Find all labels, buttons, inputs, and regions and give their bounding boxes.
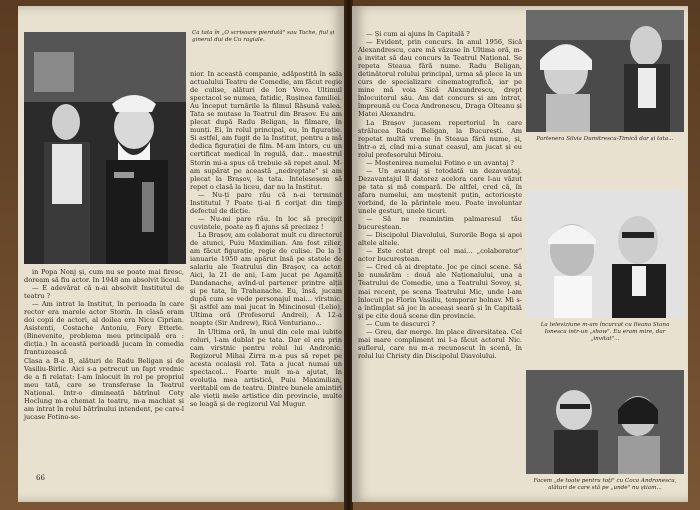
paragraph: — Cum te descurci ? bbox=[366, 319, 436, 328]
caption-3: Facem „de toate pentru toți" cu Coca Andronescu, alături de care stă pe „unde" nu știam... bbox=[533, 478, 677, 491]
paragraph: — Cred că ai dreptate. Joc pe cinci scene. Să le numărăm : două ale Naționalului, una a Teatrului de Comedie, una a Teatrului Sovoy, și, mai recent, pe scena Teatrului Mic, unde l-am înlocuit pe Florin Vasiliu, temporar bolnav. Mi s-a întîmplat să joc în aceeași seară și în Capitală și pe cite două scene din provincie. bbox=[358, 263, 522, 320]
paragraph: — Și cum ai ajuns în Capitală ? bbox=[366, 30, 470, 38]
paragraph: — Să ne reamintim palmaresul tău bucureștean. bbox=[358, 215, 522, 232]
caption-1: Partenera Silvia Dumitrescu-Timică dar și tata... bbox=[536, 136, 674, 142]
left-column-1 bbox=[24, 268, 184, 421]
paragraph: in Popa Nonj și, cum nu se poate mai firesc, doream să fiu actor. In 1948 am absolvit liceul. bbox=[24, 268, 184, 285]
photo-costume-actors bbox=[24, 32, 186, 264]
paragraph: — Nu-mi pare rău. In loc să precipit cuvintele, poate aș fi ajuns să precizez ! bbox=[190, 214, 342, 231]
paragraph: La Brașov, am colaborat mult cu directorul de atunci, Puiu Maximilian. Am fost zilier, am făcut figurație, regie de culise. De la 1 ianuarie 1950 am apărut însă pe statele de salariu ale Teatrului din Brașov, ca actor. Aici, la 21 de ani, I-am jucat pe Agamiță Dandanache, avînd-ul partener printre alții și pe tata, în Trahanache. Eu, însă, jucam după cum se vede personajul mai... vîrstnic. Și astfel am mai jucat în Mincinosul (Lelio), Ultima oră (Profesorul Andrei), A 12-a noapte (Sir Andrew), Rică Venturiano... bbox=[190, 230, 342, 328]
paragraph: — Evident, prin concurs. In anul 1956, Sică Alexandrescu, care mă văzuse în Ultima oră, m-a invitat să dau concurs la Teatrul Național. Se repeta Steaua fără nume. Radu Beligan, detinătorul rolului principal, urma să plece la un curs de specializare cinematografică, iar pe mine mă voia Sică Alexandrescu, drept înlocuitorul său. Am dat concurs și am intrat, împreună cu Coca Andronescu, Draga Olteanu și Matei Alexandru. bbox=[358, 38, 522, 119]
photo-costume-actors-image bbox=[24, 32, 186, 264]
photo-partner-and-father bbox=[526, 10, 684, 132]
paragraph: — Am intrat la Institut, în perioada în care rector era marele actor Storin. In clasă eram doi copii de actori, al doilea era Nicu Ciprian. Asistenți, Costache Antoniu, Fory Etterle. (Binevenite, problema meu principală era : dicția.) In această perioadă jucam în comedia frantuzească bbox=[24, 300, 184, 357]
paragraph: — Moștenirea numelui Fotino e un avantaj ? bbox=[366, 158, 514, 167]
caption-2: La televiziune m-am încurcat cu Ileana Stana Ionescu intr-un „show". Eu eram mire, dar „invitat"... bbox=[540, 322, 670, 342]
paragraph: — Este cotat drept cel mai... „colaborator" actor bucureștean. bbox=[358, 247, 522, 264]
paragraph: Clasa a B-a B, alături de Radu Beligan și de Vasiliu-Birlic. Aici s-a petrecut un fapt vrednic de a fi relatat: I-am înlocuit în rol pe propriul meu tată, care se transferase la Teatrul Național. Intr-o dimineață bătrînul Coty Hocîung m-a chemat la teatru, m-a machiat și am intrat în rolul bătrînului intendent, pe care-l jucase Fotino-se- bbox=[24, 356, 184, 421]
left-column-2 bbox=[190, 70, 342, 408]
left-page bbox=[18, 6, 345, 502]
photo-partner-and-father-image bbox=[526, 10, 684, 132]
right-page bbox=[352, 6, 688, 502]
photo-coca-andronescu bbox=[526, 370, 684, 474]
photo-tv-show bbox=[526, 190, 684, 318]
paragraph: — E adevărat că n-ai absolvit Institutul de teatru ? bbox=[24, 284, 184, 301]
photo-coca-andronescu-image bbox=[526, 370, 684, 474]
caption-top: Ca tata în „O scrisoare pierdută" sau Tache, fiul și ginerul dui de Cu ragiale. bbox=[192, 30, 335, 43]
paragraph: — Greu, dar merge. Im place diversitatea. Cel mai mare compliment mi l-a făcut actorul Nic. suflerul, care nu m-a recunoscut în scenă, în rolul lui Christy din Discipolul Diavolului. bbox=[358, 327, 522, 360]
page-number: 66 bbox=[36, 474, 45, 482]
paragraph: — Discipolul Diavolului, Surorile Boga și apoi altele altele. bbox=[358, 231, 522, 248]
paragraph: La Brașov jucasem repertoriul în care strălucea Radu Beligan, la București. Am repetat multă vreme în Steaua fără nume, și, într-o zi, cînd mi-a sunat ceasul, am jucat și eu rolul profesorului Miroiu. bbox=[358, 118, 522, 159]
paragraph: — Un avantaj și totodată un dezavantaj. Dezavantajul îl datorez acelora care l-au văzut pe tata și mă compară. De altfel, cred că, în afara numelui, am moștenit puțin, actoricește vorbind, de la părintele meu. Poate involuntar unele gesturi, unele ticuri. bbox=[358, 166, 522, 216]
photo-tv-show-image bbox=[526, 190, 684, 318]
right-column bbox=[358, 30, 522, 360]
paragraph: nior. In această companie, adăpostită în sala actualului Teatru de Comedie, am făcut regie de culise, alături de Ion Vovo. Ultimul spectacol se numea, fatidic, Rușinea familiei. Au început turnările la filmul Răsună valea. Tata se mutase la Teatrul din Brașov. Eu am plecat după Radu Beligan, la filmare, în munți. Ei, în rolul principal, eu, în figurație. Și astfel, am fugit de la Institut, pentru a mă dedica figurației de film. M-am întors, cu un certificat medical în regulă, dar... maestrul Storin mi-a spus că trebuie să repet anul. M-am supărat pe această „nedreptate" și am plecat la Brașov, la tata. Inteleseșem să repet o clasă la liceu, dar nu la Institut. bbox=[190, 70, 342, 191]
paragraph: — Nu-ți pare rău că n-ai terminat Institutul ? Poate ți-ai fi corijat din timp defectul de dicție. bbox=[190, 190, 342, 215]
paragraph: In Ultima oră, în unul din cele mai iubite roluri, l-am dublat pe tata. Dar el era prin cam virstnic pentru rolul lui Andronic. Regizorul Mihai Zirra m-a pus să repet pe acesta ocalașii rol. Tata a jucat numai un spectacol... Foarte mult m-a ajutat, în evoluția mea artistică, Puiu Maximilian, veritabil om de teatru. Dintre bunele amintiri ale vieții mele artistice din provincie, multe se leagă și de regizorul Val Mugur. bbox=[190, 327, 342, 408]
